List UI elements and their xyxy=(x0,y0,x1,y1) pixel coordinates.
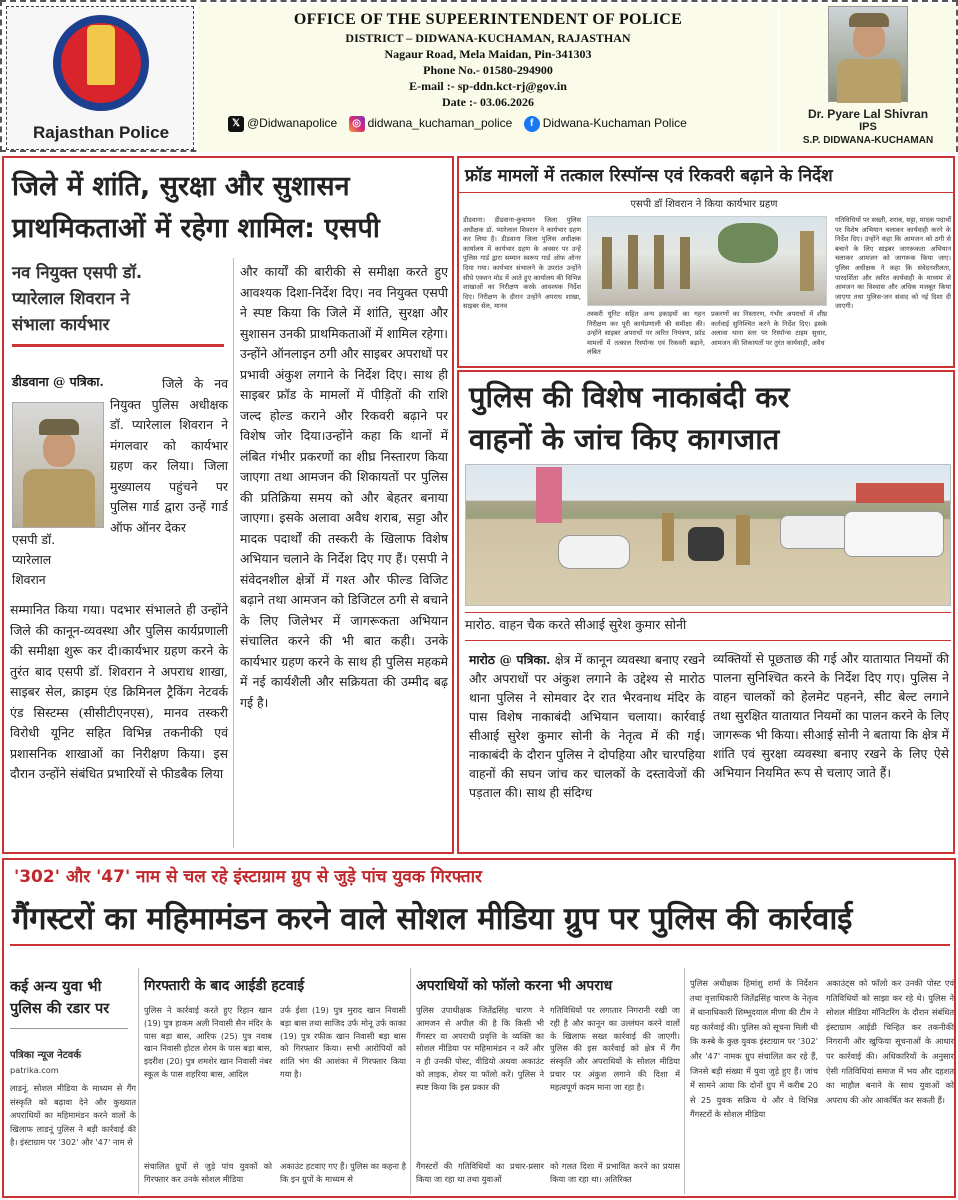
phone-line: Phone No.- 01580-294900 xyxy=(423,63,553,77)
kicker: '302' और '47' नाम से चल रहे इंस्टाग्राम ग्रुप से जुड़े पांच युवक गिरफ्तार xyxy=(14,867,482,887)
address-line: Nagaur Road, Mela Maidan, Pin-341303 xyxy=(384,47,592,61)
body-col-2a: पुलिस ने कार्रवाई करते हुए रिहान खान (19) पुत्र हाकम अली निवासी सैन मंदिर के पास बड़ा बास, आरिफ (25) पुत्र नवाब खान निवासी होटल शेरम के पास बड़ा बास, इदरीश (20) पुत्र शमशेर खान निवासी नंबर स्कूल के पास शहरिया बास, आदिल xyxy=(144,1005,272,1079)
divider xyxy=(12,344,224,347)
divider xyxy=(459,192,953,193)
x-icon: 𝕏 xyxy=(228,116,244,132)
subhead-line-1: नव नियुक्त एसपी डॉ. xyxy=(12,263,143,282)
body-col-3a: पुलिस उपाधीक्षक जितेंद्रसिंह चारण ने आमजन से अपील की है कि किसी भी गैंगस्टर या अपराधी प्रवृत्ति के व्यक्ति का सोशल मीडिया पर महिमामंडन न करें और न ही उनकी पोस्ट, वीडियो अथवा अकाउंट को लाइक, शेयर या फॉलो करें। पुलिस ने स्पष्ट किया कि इस प्रकार की xyxy=(416,1005,544,1092)
sp-name-block xyxy=(780,108,956,147)
column-rule xyxy=(138,968,139,1194)
photo-caption: मारोठ. वाहन चैक करते सीआई सुरेश कुमार सोनी xyxy=(465,617,687,632)
body-col-1-wide: सम्मानित किया गया। पदभार संभालते ही उन्होंने जिले की कानून-व्यवस्था और पुलिस कार्यप्रणाली की समीक्षा शुरू कर दी।कार्यभार ग्रहण करने के तुरंत बाद एसपी डॉ. शिवरान ने अपराध शाखा, साइबर सेल, क्राइम एंड क्रिमिनल ट्रैकिंग नेटवर्क एंड सिस्टम्स (सीसीटीएनएस), मानव तस्करी विरोधी यूनिट सहित विभिन्न तकनीकी एवं प्रशासनिक शाखाओं का निरीक्षण किया। इस दौरान उन्होंने संबंधित प्रभारियों से फीडबैक लिया xyxy=(10,602,228,781)
subhead: एसपी डॉ शिवरान ने किया कार्यभार ग्रहण xyxy=(630,199,778,210)
body-col-4: गतिविधियों पर सख्ती, शराब, सट्टा, मादक पदार्थों पर विशेष अभियान चलाकर कार्यवाही करने के निर्देश दिए। उन्होंने कहा कि आमजन को ठगी से बचाने के लिए साइबर जागरूकता अभियान चलाकर आमजन को जागरूक किया जाए। पुलिस अधीक्षक ने कहा कि संवेदनशीलता, पारदर्शिता और त्वरित कार्यवाही के माध्यम से आमजन का विश्वास और अधिक मजबूत किया जाएगा तथा पुलिस-जन संवाद को नई दिशा दी जाएगी। xyxy=(835,216,951,311)
dateline: मारोठ @ पत्रिका. xyxy=(469,652,551,667)
facebook-icon: f xyxy=(524,116,540,132)
subheadline xyxy=(12,260,232,338)
photo-caption-2: प्यारेलाल xyxy=(12,552,52,567)
photo-caption xyxy=(12,530,108,590)
divider xyxy=(465,612,951,613)
sp-service: IPS xyxy=(859,121,877,133)
body-col-2: तस्करी यूनिट सहित अन्य इकाइयों का गहन निरीक्षण कर पूरी कार्यप्रणाली की समीक्षा की। उन्होंने साइबर अपराधों पर त्वरित नियंत्रण, फ्रॉड मामलों में तत्काल रिस्पॉन्स एवं रिकवरी बढ़ाने, लंबित xyxy=(587,310,705,357)
headline-line-1: पुलिस की विशेष नाकाबंदी कर xyxy=(469,380,790,414)
logo-text: Rajasthan Police xyxy=(32,123,170,142)
body-col-2: व्यक्तियों से पूछताछ की गई और यातायात नियमों की पालना सुनिश्चित करने के निर्देश दिए गए। पुलिस ने वाहन चालकों को हेलमेट पहनने, सीट बेल्ट लगाने तथा सुरक्षित यातायात नियमों का पालन करने के लिए जागरूक भी किया। सीआई सोनी ने बताया कि क्षेत्र में शांति एवं सुरक्षा व्यवस्था बनाए रखने के लिए ऐसे अभियान नियमित रूप से चलाए जाते हैं। xyxy=(713,652,949,780)
dateline: डीडवाना @ पत्रिका. xyxy=(12,374,104,389)
letterhead xyxy=(0,0,958,152)
headline-line-2: वाहनों के जांच किए कागजात xyxy=(469,422,780,456)
side-head: कई अन्य युवा भी पुलिस की रडार पर xyxy=(10,979,110,1017)
divider xyxy=(465,640,951,641)
instagram-handle[interactable]: didwana_kuchaman_police xyxy=(367,116,513,131)
headline-line-2: प्राथमिकताओं में रहेगा शामिल: एसपी xyxy=(12,213,380,244)
column-rule xyxy=(233,258,234,848)
article-naka-bandi xyxy=(457,370,955,854)
date-line: Date :- 03.06.2026 xyxy=(442,95,534,109)
body-col-1: लाडनूं. सोशल मीडिया के माध्यम से गैंग संस्कृति को बढ़ावा देने और कुख्यात अपराधियों का महिमामंडन करने वालों के खिलाफ लाडनूं पुलिस ने बड़ी कार्रवाई की है। इंस्टाग्राम पर '302' और '47' नाम से xyxy=(10,1083,136,1148)
vehicle-check-photo xyxy=(465,464,951,606)
headline xyxy=(469,376,949,460)
body-col-1-text: क्षेत्र में कानून व्यवस्था बनाए रखने और अपराधों पर अंकुश लगाने के उद्देश्य से मारोठ थाना पुलिस ने सोमवार देर रात भैरवनाथ मंदिर के पास विशेष नाकाबंदी अभियान चलाया। कार्रवाई सीआई सुरेश कुमार सोनी के नेतृत्व में की गई। नाकाबंदी के दौरान पुलिस ने दोपहिया और चारपहिया वाहनों की सघन जांच कर चालकों के दस्तावेजों की पड़ताल की। साथ ही संदिग्ध xyxy=(469,653,705,800)
byline: पत्रिका न्यूज नेटवर्क xyxy=(10,1050,82,1061)
sp-designation: S.P. DIDWANA-KUCHAMAN xyxy=(802,135,934,146)
subhead-line-2: प्यारेलाल शिवरान ने xyxy=(12,289,130,308)
article-sp-takes-charge xyxy=(2,156,454,854)
district-line: DISTRICT – DIDWANA-KUCHAMAN, RAJASTHAN xyxy=(345,31,631,45)
divider xyxy=(10,944,950,946)
article-gangster-groups xyxy=(2,858,956,1198)
email-line: E-mail :- sp-ddn.kct-rj@gov.in xyxy=(409,79,567,93)
facebook-handle[interactable]: Didwana-Kuchaman Police xyxy=(542,116,687,131)
column-rule xyxy=(684,968,685,1194)
subhead-line-3: संभाला कार्यभार xyxy=(12,315,110,334)
instagram-icon: ◎ xyxy=(349,116,365,132)
rajasthan-police-emblem xyxy=(53,15,149,111)
divider xyxy=(10,1028,128,1029)
body-col-2-foot-a: संचालित ग्रुपों से जुड़े पांच युवकों को गिरफ्तार कर उनके सोशल मीडिया xyxy=(144,1161,272,1184)
headline-line-1: जिले में शांति, सुरक्षा और सुशासन xyxy=(12,171,350,202)
headline: फ्रॉड मामलों में तत्काल रिस्पॉन्स एवं रिकवरी बढ़ाने के निर्देश xyxy=(465,166,833,186)
sp-photo-small xyxy=(12,402,104,528)
body-col-2-foot-b: अकाउंट हटवाए गए हैं। पुलिस का कहना है कि इन ग्रुपों के माध्यम से xyxy=(280,1161,406,1184)
body-col-2: और कार्यों की बारीकी से समीक्षा करते हुए आवश्यक दिशा-निर्देश दिए। नव नियुक्त एसपी ने स्पष्ट किया कि जिले में शांति, सुरक्षा और सुशासन उनकी प्राथमिकताओं में शामिल रहेगा। उन्होंने ऑनलाइन ठगी और साइबर अपराधों पर प्रभावी अंकुश लगाने के निर्देश दिए। साथ ही साइबर फ्रॉड के मामलों में पीड़ितों की राशि जल्द होल्ड कराने और रिकवरी बढ़ाने पर विशेष जोर दिया।उन्होंने कहा कि थानों में लंबित गंभीर प्रकरणों का शीघ्र निस्तारण किया जाएगा तथा आमजन की शिकायतों पर पुलिस की प्रतिक्रिया समय को और बेहतर बनाया जाएगा। इसके अलावा अवैध शराब, सट्टा और मादक पदार्थों की तस्करी के खिलाफ विशेष अभियान चलाने के निर्देश दिए गए हैं। एसपी ने संवेदनशील क्षेत्रों में गश्त और फील्ड विजिट बढ़ाने तथा आमजन को डिजिटल ठगी से बचाने के लिए जिलेभर में जागरूकता अभियान संचालित करने की भी बात कही। उनके कार्यभार ग्रहण करने के साथ ही पुलिस महकमे में नई कार्यशैली और सक्रियता की उम्मीद बढ़ गई है। xyxy=(240,264,448,710)
office-title: OFFICE OF THE SUPEERINTENDENT OF POLICE xyxy=(293,11,683,28)
sp-name: Dr. Pyare Lal Shivran xyxy=(807,107,929,121)
logo-panel xyxy=(6,6,194,150)
guard-of-honour-photo xyxy=(587,216,827,306)
headline xyxy=(12,166,452,250)
sp-panel xyxy=(780,4,956,152)
column-rule xyxy=(410,968,411,1194)
body-col-1: डीडवाना। डीडवाना-कुचामन जिला पुलिस अधीक्षक डॉ. प्यारेलाल शिवरान ने कार्यभार ग्रहण कर लिया है। डीडवाना जिला पुलिस अधीक्षक कार्यालय में कार्यभार ग्रहण के अवसर पर उन्हें पुलिस गार्ड द्वारा सम्मान स्वरूप गार्ड ऑफ ऑनर दिया गया। कार्यभार संभालने के उपरांत उन्होंने सीधे एक्शन मोड में आते हुए कार्यालय की विभिन्न शाखाओं का निरीक्षण करके आवश्यक निर्देश दिए। निरीक्षण के दौरान उन्होंने अपराध शाखा, साइबर सेल, मानव xyxy=(463,216,581,311)
sp-photo xyxy=(828,6,908,102)
x-handle[interactable]: @Didwanapolice xyxy=(247,116,338,131)
col3-head: अपराधियों को फॉलो करना भी अपराध xyxy=(416,978,613,994)
body-col-1-narrow: जिले के नव नियुक्त पुलिस अधीक्षक डॉ. प्यारेलाल शिवरान ने मंगलवार को कार्यभार ग्रहण कर लिया। जिला मुख्यालय पहुंचने पर पुलिस गार्ड द्वारा उन्हें गार्ड ऑफ ऑनर देकर xyxy=(110,376,228,535)
body-col-3b: गतिविधियों पर लगातार निगरानी रखी जा रही है और कानून का उल्लंघन करने वालों के खिलाफ सख्त कार्रवाई की जाएगी। पुलिस की इस कार्रवाई को क्षेत्र में गैंग संस्कृति और अपराधियों के सोशल मीडिया प्रचार पर अंकुश लगाने की दिशा में महत्वपूर्ण कदम माना जा रहा है। xyxy=(550,1005,680,1092)
body-col-4: पुलिस अधीक्षक हिमांशु शर्मा के निर्देशन तथा वृत्ताधिकारी जितेंद्रसिंह चारण के नेतृत्व में थानाधिकारी शिम्भूदयाल मीणा की टीम ने यह कार्रवाई की। पुलिस को सूचना मिली थी कि कस्बे के कुछ युवक इंस्टाग्राम पर '302' और '47' नामक ग्रुप संचालित कर रहे हैं, जिनसे बड़ी संख्या में युवा जुड़े हुए हैं। जांच में सामने आया कि दोनों ग्रुप में करीब 20 से 25 युवक सक्रिय थे और वे विभिन्न गैंगस्टरों के सोशल मीडिया xyxy=(690,978,818,1120)
col2-head: गिरफ्तारी के बाद आईडी हटवाई xyxy=(144,978,305,994)
body-col-3: प्रकरणों का निस्तारण, गंभीर अपराधों में शीघ्र कार्रवाई सुनिश्चित करने के निर्देश दिए। इसके अलावा थाना स्तर पर रिस्पॉन्स टाइम सुधार, आमजन की शिकायतों पर तुरंत कार्यवाही, अवैध xyxy=(711,310,827,347)
body-col-3-foot-b: को गलत दिशा में प्रभावित करने का प्रयास किया जा रहा था। अतिरिक्त xyxy=(550,1161,680,1184)
photo-caption-3: शिवरान xyxy=(12,572,46,587)
headline: गैंगस्टरों का महिमामंडन करने वाले सोशल मीडिया ग्रुप पर पुलिस की कार्रवाई xyxy=(12,901,853,937)
body-col-3-foot-a: गैंगस्टरों की गतिविधियों का प्रचार-प्रसार किया जा रहा था तथा युवाओं xyxy=(416,1161,544,1184)
body-col-5: अकाउंट्स को फॉलो कर उनकी पोस्ट एवं गतिविधियों को साझा कर रहे थे। पुलिस ने सोशल मीडिया मॉनिटरिंग के दौरान संबंधित इंस्टाग्राम आईडी चिन्हित कर तकनीकी निगरानी और खुफिया सूचनाओं के आधार पर कार्रवाई की। अधिकारियों के अनुसार ऐसी गतिविधियां समाज में भय और दहशत का माहौल बनाने के साथ युवाओं को अपराध की ओर आकर्षित कर सकती हैं। xyxy=(826,978,954,1105)
body-col-1 xyxy=(469,650,705,803)
article-fraud-response xyxy=(457,156,955,368)
social-links xyxy=(228,116,768,138)
byline-site: patrika.com xyxy=(10,1065,59,1075)
body-col-2b: उर्फ ईशा (19) पुत्र मुराद खान निवासी बड़ा बास तथा साजिद उर्फ मोनू उर्फ काका (19) पुत्र रफीक खान निवासी बड़ा बास को गिरफ्तार किया। सभी आरोपियों को शांति भंग की आशंका में गिरफ्तार किया गया है। xyxy=(280,1005,406,1079)
photo-caption-1: एसपी डॉ. xyxy=(12,532,56,547)
